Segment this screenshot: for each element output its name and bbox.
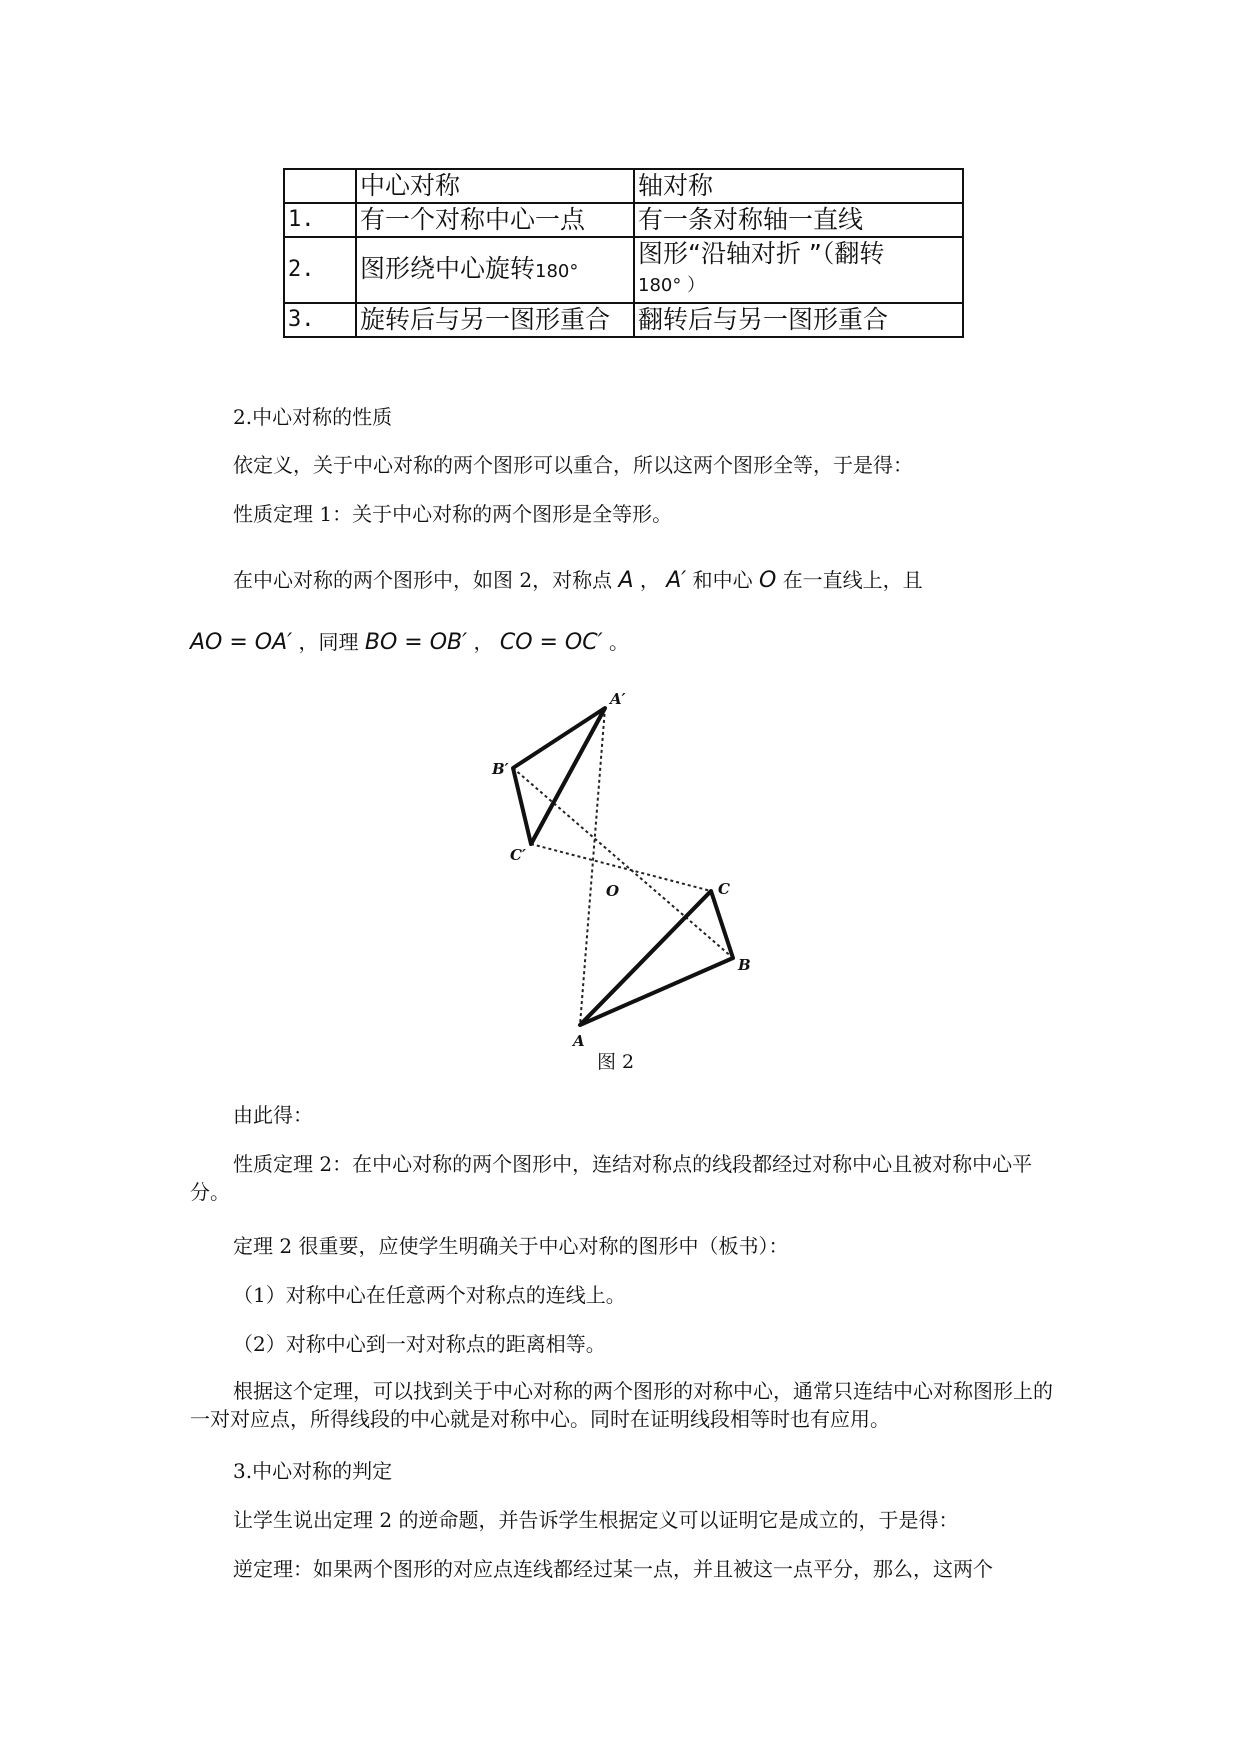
table-cell: 3. — [284, 303, 356, 337]
text: 在中心对称的两个图形中，如图 2，对称点 — [233, 568, 613, 592]
table-cell — [634, 237, 963, 303]
text: ， — [639, 568, 660, 592]
list-item: （1）对称中心在任意两个对称点的连线上。 — [233, 1283, 626, 1307]
label-O: O — [606, 882, 620, 900]
equation: BO = OB′ — [364, 630, 468, 655]
table-header-cell: 轴对称 — [634, 169, 963, 203]
figure-caption: 图 2 — [597, 1051, 635, 1070]
equations-line — [190, 628, 629, 657]
paragraph: 让学生说出定理 2 的逆命题，并告诉学生根据定义可以证明它是成立的，于是得： — [233, 1508, 959, 1532]
paragraph: 依定义，关于中心对称的两个图形可以重合，所以这两个图形全等，于是得： — [233, 453, 913, 477]
triangle-prime — [513, 708, 605, 844]
angle-value: 180° — [535, 260, 579, 282]
table-cell — [356, 237, 634, 303]
paragraph: 逆定理：如果两个图形的对应点连线都经过某一点，并且被这一点平分，那么，这两个 — [233, 1557, 993, 1581]
table-cell: 2. — [284, 237, 356, 303]
side-A-prime-C-prime — [531, 708, 605, 844]
label-C: C — [718, 880, 730, 898]
section-3-title: 3.中心对称的判定 — [233, 1459, 393, 1483]
comparison-table — [283, 168, 964, 338]
table-cell-line: 180° ） — [638, 275, 706, 296]
math-symbol: A — [618, 568, 634, 593]
segment-AA-prime — [580, 708, 605, 1025]
triangle-original — [580, 891, 733, 1025]
segment-BB-prime — [513, 768, 733, 958]
table-row — [284, 237, 963, 303]
label-A: A — [573, 1032, 585, 1050]
paragraph: 定理 2 很重要，应使学生明确关于中心对称的图形中（板书）： — [233, 1234, 789, 1258]
table-cell-text: 图形绕中心旋转 — [360, 253, 536, 283]
text: ， — [473, 630, 494, 654]
theorem-2: 性质定理 2：在中心对称的两个图形中，连结对称点的线段都经过对称中心且被对称中心平分。 — [190, 1152, 1033, 1204]
text: ，同理 — [298, 630, 359, 654]
table-cell: 翻转后与另一图形重合 — [634, 303, 963, 337]
table-header-cell: 中心对称 — [356, 169, 634, 203]
math-symbol: O — [759, 568, 777, 593]
paragraph — [233, 566, 923, 595]
paragraph: 根据这个定理，可以找到关于中心对称的两个图形的对称中心，通常只连结中心对称图形上的一对对应点，所得线段的中心就是对称中心。同时在证明线段相等时也有应用。 — [190, 1379, 1053, 1431]
list-item: （2）对称中心到一对对称点的距离相等。 — [233, 1332, 606, 1356]
table-row — [284, 303, 963, 337]
figure-2 — [470, 690, 770, 1070]
equation: CO = OC′ — [499, 630, 603, 655]
label-C-prime: C′ — [510, 846, 526, 864]
side-AC — [580, 891, 711, 1025]
table-cell-line: 图形“沿轴对折 ”（翻转 — [638, 239, 885, 268]
section-2-title: 2.中心对称的性质 — [233, 405, 393, 429]
label-B: B — [738, 956, 751, 974]
equation: AO = OA′ — [190, 630, 293, 655]
paragraph: 由此得： — [233, 1103, 313, 1127]
text: 和中心 — [692, 568, 753, 592]
table-cell: 有一条对称轴一直线 — [634, 203, 963, 237]
table-cell: 1. — [284, 203, 356, 237]
table-cell: 旋转后与另一图形重合 — [356, 303, 634, 337]
theorem-1: 性质定理 1：关于中心对称的两个图形是全等形。 — [233, 502, 673, 526]
table-row — [284, 203, 963, 237]
math-symbol: A′ — [666, 568, 687, 593]
label-B-prime: B′ — [492, 760, 509, 778]
table-cell: 有一个对称中心一点 — [356, 203, 634, 237]
table-header-row — [284, 169, 963, 203]
text: 在一直线上，且 — [782, 568, 923, 592]
segment-CC-prime — [531, 844, 711, 891]
table-header-cell — [284, 169, 356, 203]
label-A-prime: A′ — [610, 690, 626, 708]
text: 。 — [608, 630, 629, 654]
